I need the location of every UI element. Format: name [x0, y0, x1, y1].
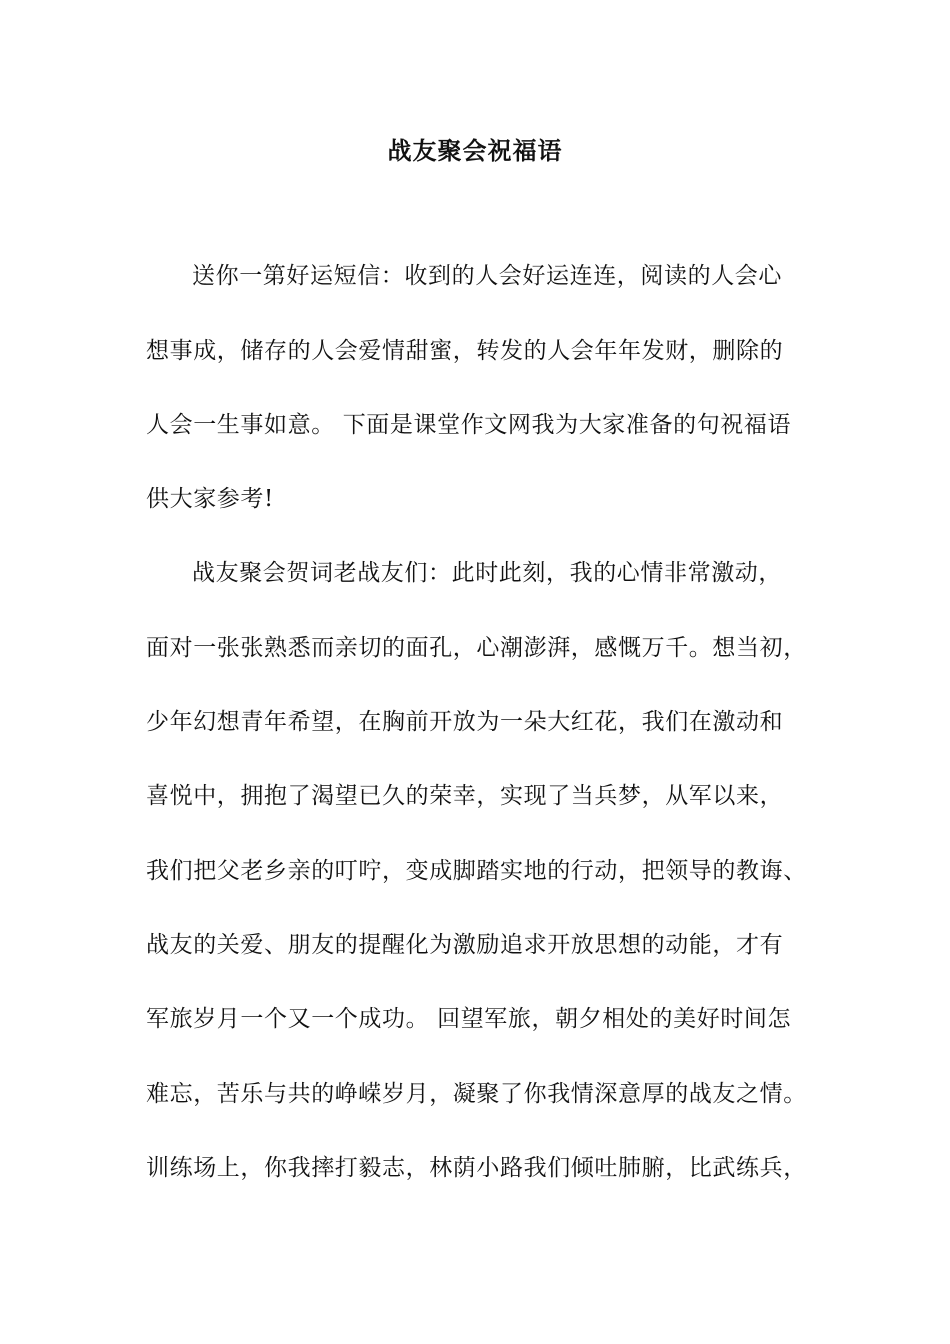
- paragraph-2-line-7: 军旅岁月一个又一个成功。 回望军旅，朝夕相处的美好时间怎: [146, 1006, 792, 1032]
- document-title: 战友聚会祝福语: [387, 136, 563, 165]
- paragraph-2-line-2: 面对一张张熟悉而亲切的面孔，心潮澎湃，感慨万千。想当初，: [146, 635, 807, 661]
- paragraph-2-line-5: 我们把父老乡亲的叮咛，变成脚踏实地的行动，把领导的教诲、: [146, 858, 807, 884]
- paragraph-2-line-3: 少年幻想青年希望，在胸前开放为一朵大红花，我们在激动和: [146, 709, 784, 735]
- paragraph-2-line-9: 训练场上，你我摔打毅志，林荫小路我们倾吐肺腑，比武练兵，: [146, 1155, 807, 1181]
- paragraph-1-line-1: 送你一第好运短信：收到的人会好运连连，阅读的人会心: [192, 263, 782, 289]
- paragraph-1-line-2: 想事成，储存的人会爱情甜蜜，转发的人会年年发财，删除的: [146, 338, 784, 364]
- paragraph-2-line-1: 战友聚会贺词老战友们：此时此刻，我的心情非常激动，: [192, 560, 782, 586]
- paragraph-2-line-4: 喜悦中，拥抱了渴望已久的荣幸，实现了当兵梦，从军以来，: [146, 783, 784, 809]
- paragraph-2-line-6: 战友的关爱、朋友的提醒化为激励追求开放思想的动能，才有: [146, 932, 784, 958]
- paragraph-2-line-8: 难忘，苦乐与共的峥嵘岁月，凝聚了你我情深意厚的战友之情。: [146, 1081, 807, 1107]
- paragraph-1-line-4: 供大家参考!: [146, 486, 274, 512]
- paragraph-1-line-3: 人会一生事如意。 下面是课堂作文网我为大家准备的句祝福语: [146, 412, 792, 438]
